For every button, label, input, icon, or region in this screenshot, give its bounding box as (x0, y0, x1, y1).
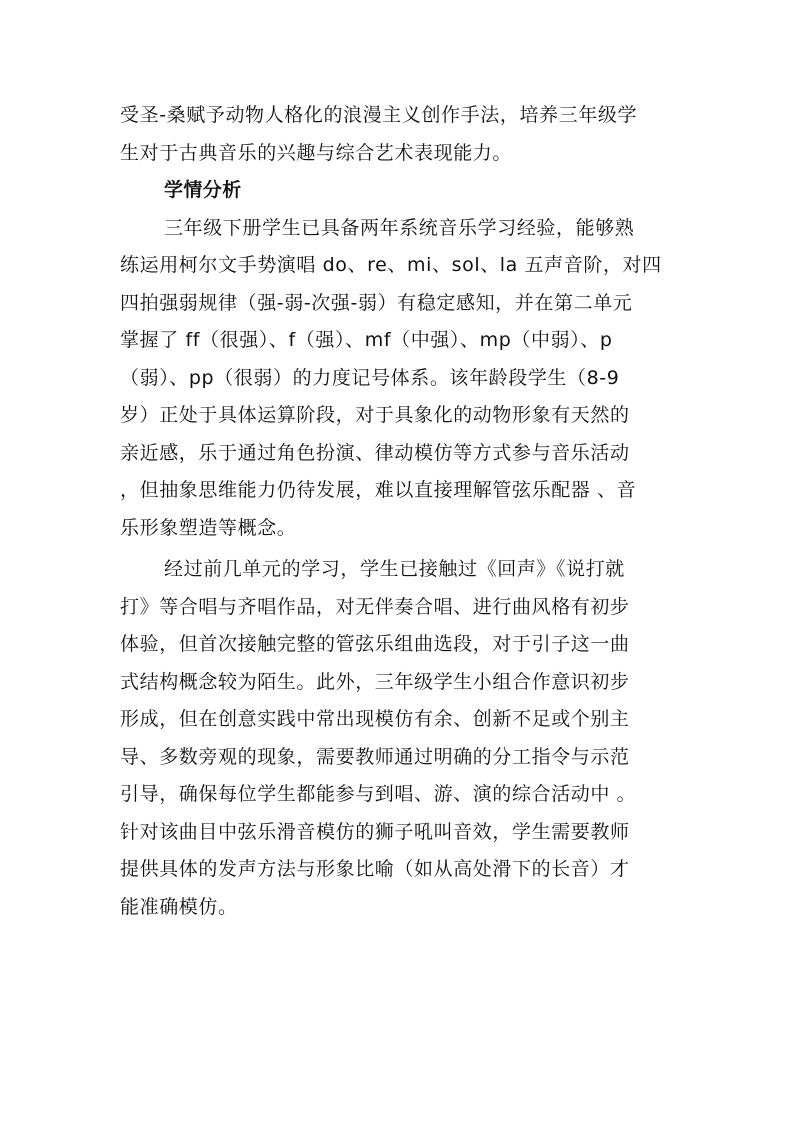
text-line: 三年级下册学生已具备两年系统音乐学习经验，能够熟 (164, 216, 635, 239)
text-line: 亲近感，乐于通过角色扮演、律动模仿等方式参与音乐活动 (120, 441, 630, 464)
text-line: 乐形象塑造等概念。 (120, 516, 297, 539)
text-line: 导、多数旁观的现象，需要教师通过明确的分工指令与示范 (120, 745, 630, 768)
text-line: 练运用柯尔文手势演唱 do、re、mi、sol、la 五声音阶，对四 (120, 254, 662, 276)
text-line: 经过前几单元的学习，学生已接触过《回声》《说打就 (164, 558, 625, 580)
text-line: 受圣-桑赋予动物人格化的浪漫主义创作手法，培养三年级学 (120, 104, 638, 126)
text-line: 针对该曲目中弦乐滑音模仿的狮子吼叫音效，学生需要教师 (120, 820, 630, 843)
student-analysis-paragraph-2 (120, 551, 682, 926)
text-line: 引导，确保每位学生都能参与到唱、游、演的综合活动中 。 (120, 783, 637, 805)
text-line: ，但抽象思维能力仍待发展，难以直接理解管弦乐配器 、音 (120, 479, 637, 501)
text-line: 生对于古典音乐的兴趣与综合艺术表现能力。 (120, 141, 513, 164)
document-page (120, 97, 682, 926)
text-line: 提供具体的发声方法与形象比喻（如从高处滑下的长音）才 (120, 858, 630, 880)
intro-paragraph (120, 97, 682, 172)
section-heading: 学情分析 (164, 179, 242, 201)
text-line: 打》等合唱与齐唱作品，对无伴奏合唱、进行曲风格有初步 (120, 595, 630, 618)
text-line: 式结构概念较为陌生。此外，三年级学生小组合作意识初步 (120, 670, 630, 693)
text-line: 四拍强弱规律（强-弱-次强-弱）有稳定感知，并在第二单元 (120, 291, 633, 314)
text-line: 形成，但在创意实践中常出现模仿有余、创新不足或个别主 (120, 708, 630, 730)
text-line: 掌握了 ff（很强）、f（强）、mf（中强）、mp（中弱）、p (120, 329, 613, 351)
student-analysis-paragraph-1 (120, 210, 682, 548)
text-line: （弱）、pp（很弱）的力度记号体系。该年龄段学生（8-9 (120, 366, 620, 389)
text-line: 岁）正处于具体运算阶段，对于具象化的动物形象有天然的 (120, 404, 630, 426)
text-line: 能准确模仿。 (120, 895, 238, 918)
text-line: 体验，但首次接触完整的管弦乐组曲选段，对于引子这一曲 (120, 633, 630, 655)
